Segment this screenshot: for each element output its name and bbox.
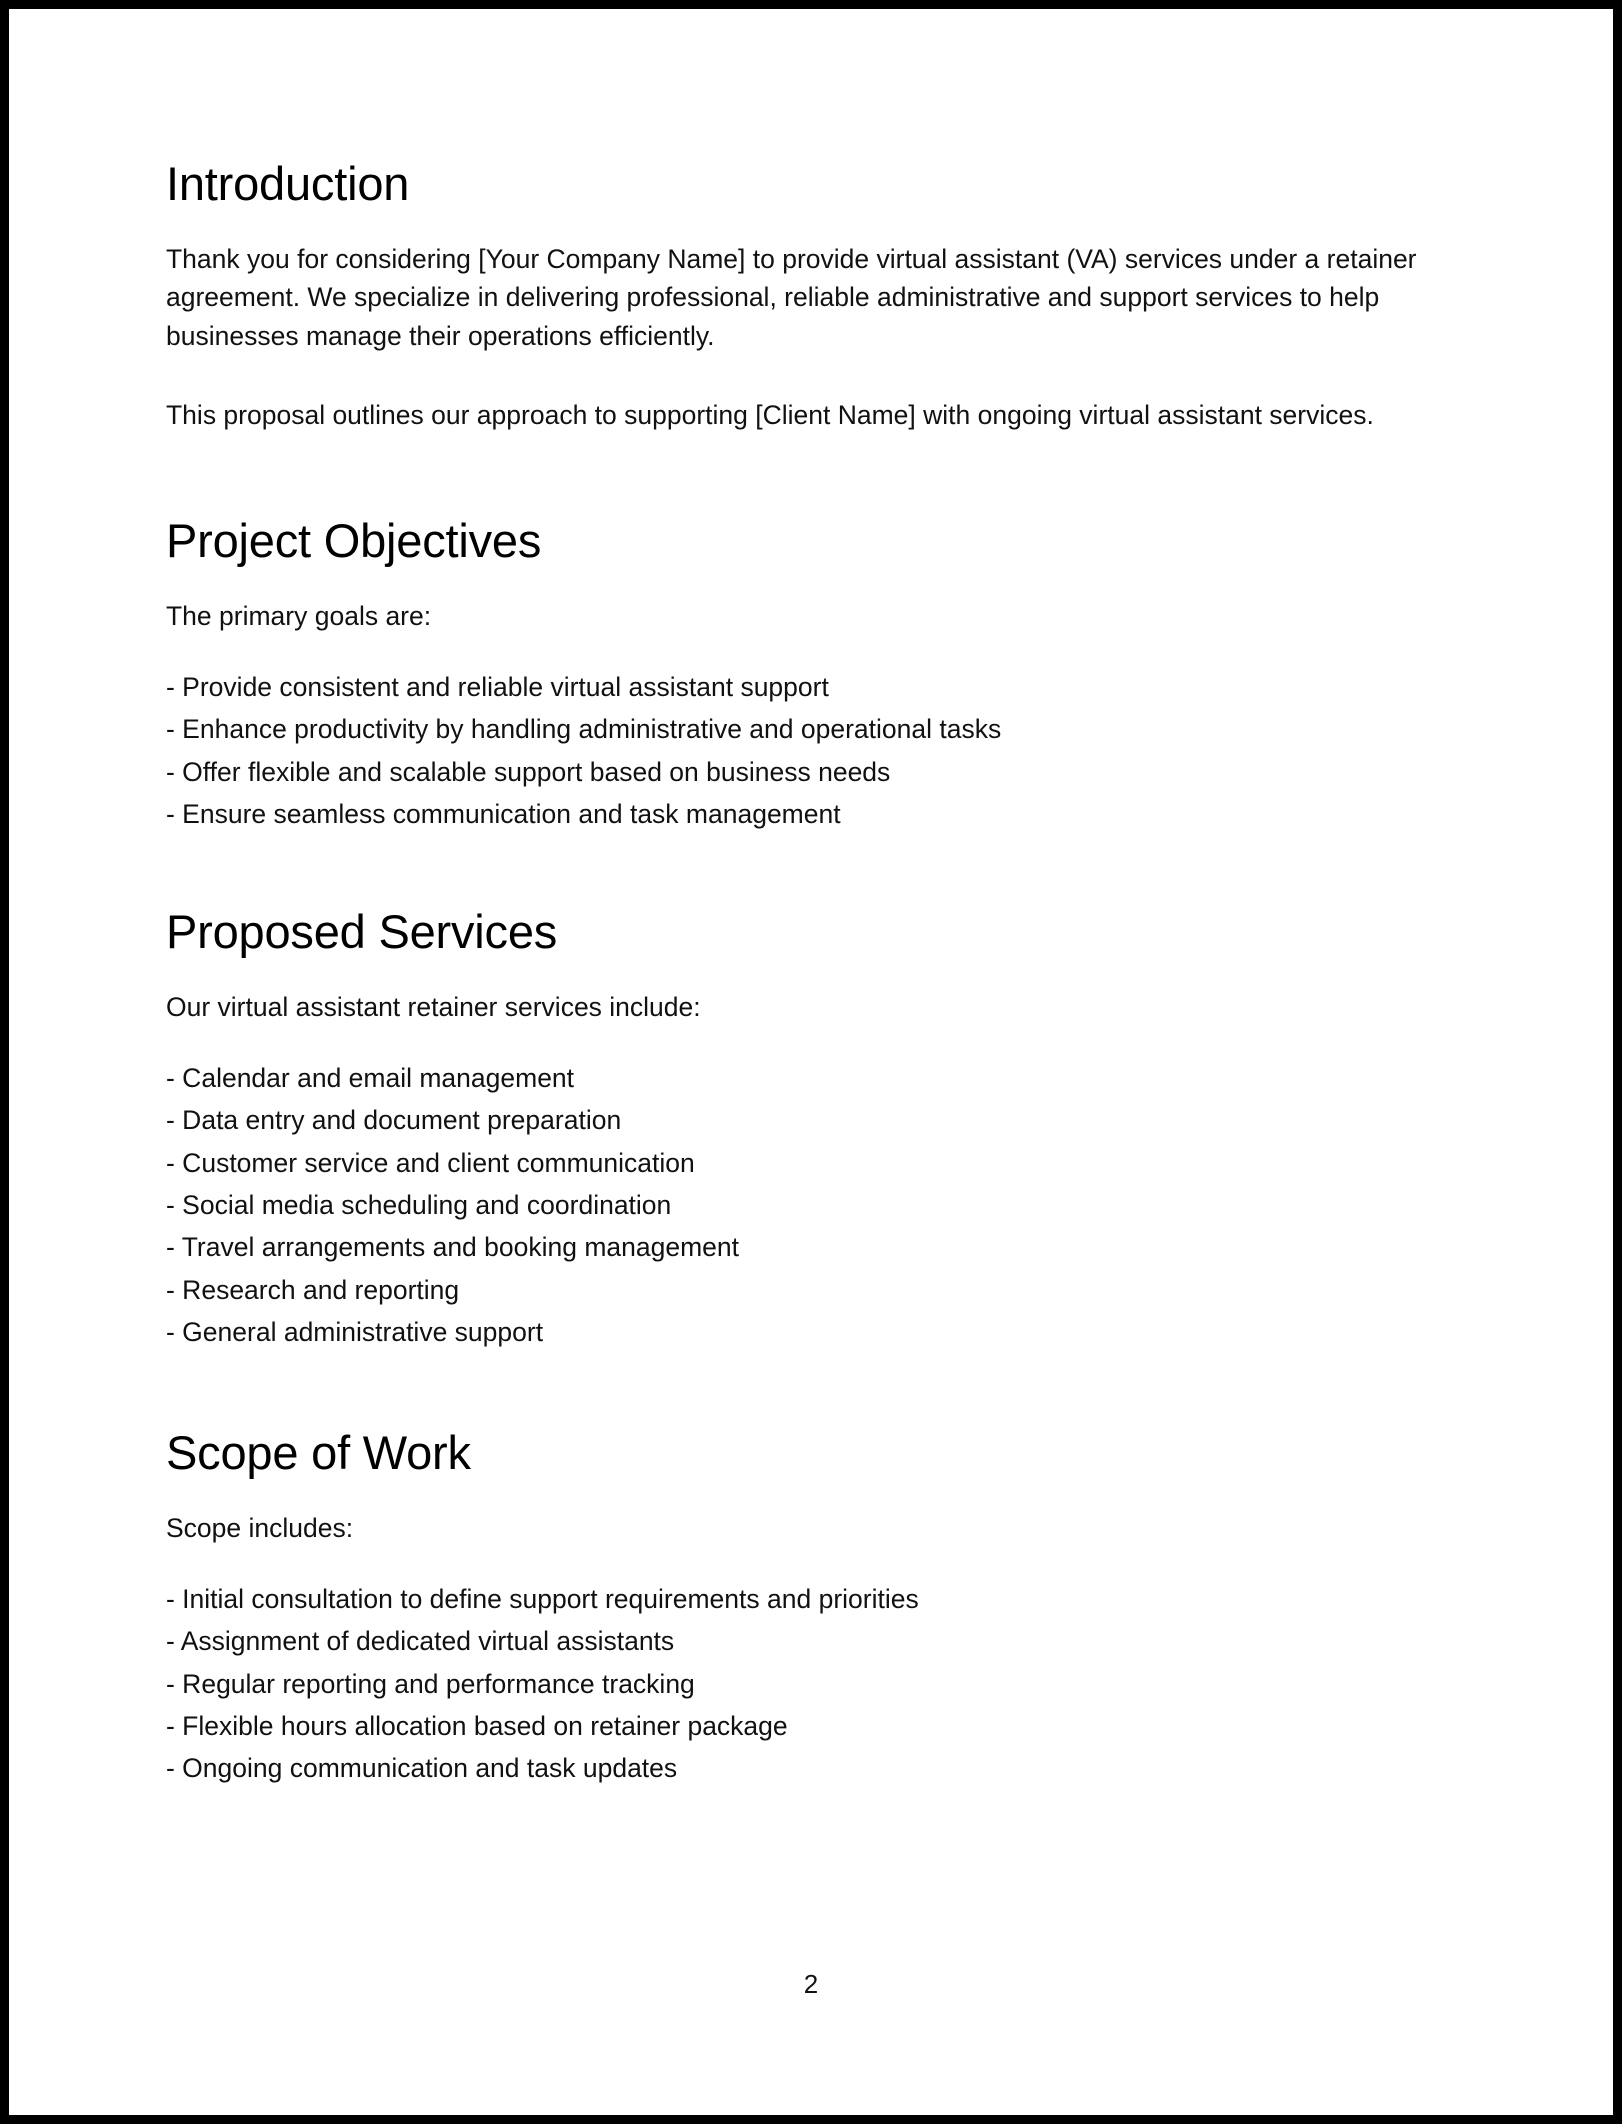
introduction-paragraph-1: Thank you for considering [Your Company Name] to provide virtual assistant (VA) services under a retainer agreement. We specialize in delivering professional, reliable administrative and support services to help businesses manage their operations efficiently.: [166, 243, 1417, 352]
heading-project-objectives: Project Objectives: [166, 513, 542, 567]
list-item: - Enhance productivity by handling administrative and operational tasks: [166, 714, 1002, 745]
page-footer: [9, 1971, 1613, 1998]
list-item: - Social media scheduling and coordination: [166, 1189, 672, 1220]
list-item: - Research and reporting: [166, 1274, 460, 1305]
section-introduction: [166, 159, 1496, 435]
document-body: [166, 159, 1496, 1785]
proposed-services-list: [166, 1063, 1496, 1349]
heading-introduction: Introduction: [166, 157, 410, 210]
list-item: - Regular reporting and performance tracking: [166, 1668, 695, 1699]
list-item: - Offer flexible and scalable support based on business needs: [166, 756, 891, 787]
project-objectives-list-intro: The primary goals are:: [166, 601, 432, 632]
section-proposed-services: [166, 904, 1496, 1349]
section-project-objectives: [166, 513, 1496, 831]
list-item: - Customer service and client communication: [166, 1147, 695, 1178]
list-item: - Data entry and document preparation: [166, 1105, 622, 1136]
page-number: 2: [803, 1969, 819, 1999]
list-item: - Ensure seamless communication and task management: [166, 798, 841, 829]
scope-of-work-list: [166, 1584, 1496, 1785]
list-item: - Assignment of dedicated virtual assistants: [166, 1626, 675, 1657]
list-item: - Flexible hours allocation based on retainer package: [166, 1710, 788, 1741]
list-item: - General administrative support: [166, 1316, 544, 1347]
heading-proposed-services: Proposed Services: [166, 904, 558, 958]
list-item: - Initial consultation to define support requirements and priorities: [166, 1584, 919, 1615]
list-item: - Provide consistent and reliable virtual assistant support: [166, 671, 829, 702]
list-item: - Travel arrangements and booking management: [166, 1232, 740, 1263]
project-objectives-list: [166, 672, 1496, 831]
list-item: - Calendar and email management: [166, 1063, 575, 1094]
proposed-services-list-intro: Our virtual assistant retainer services include:: [166, 992, 701, 1023]
list-item: - Ongoing communication and task updates: [166, 1753, 678, 1784]
page-content-area: [9, 9, 1613, 2115]
introduction-paragraph-2: This proposal outlines our approach to supporting [Client Name] with ongoing virtual assistant services.: [166, 399, 1374, 430]
section-scope-of-work: [166, 1425, 1496, 1785]
scope-of-work-list-intro: Scope includes:: [166, 1513, 354, 1544]
heading-scope-of-work: Scope of Work: [166, 1425, 471, 1479]
